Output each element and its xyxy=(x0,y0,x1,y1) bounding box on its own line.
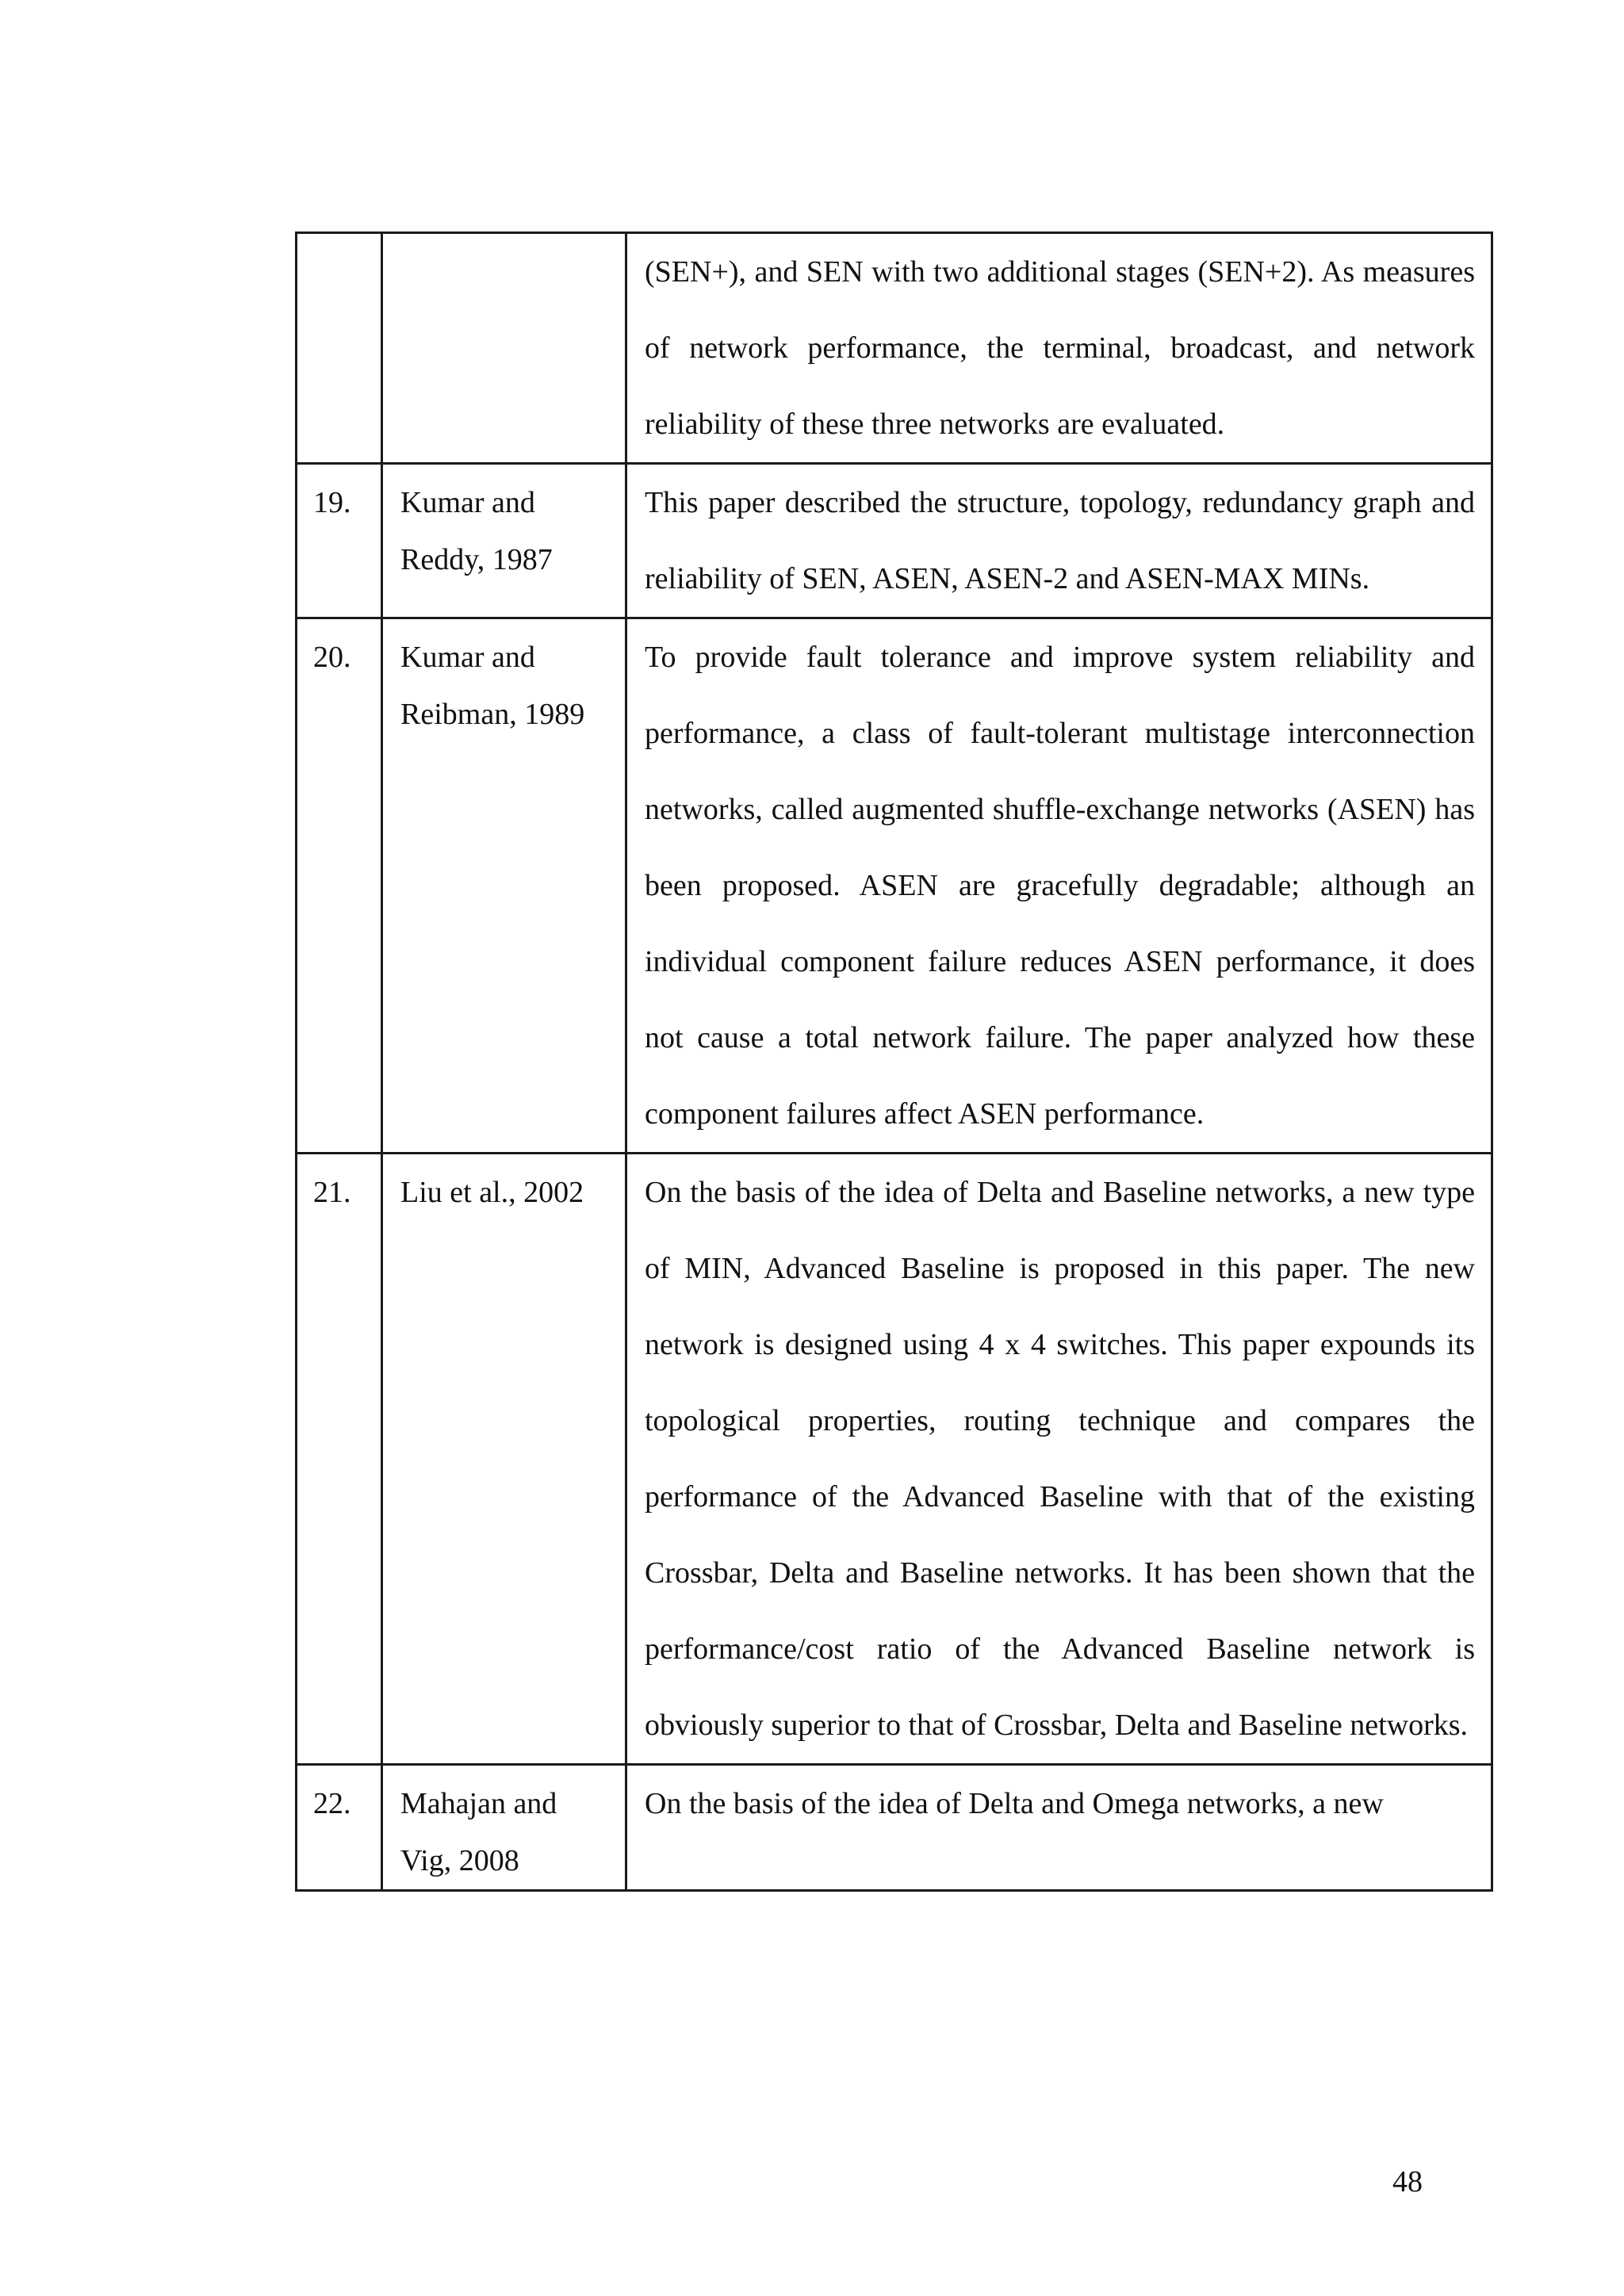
table-row xyxy=(297,464,1492,618)
row-author xyxy=(382,618,626,1154)
literature-review-table xyxy=(295,232,1493,1892)
row-number xyxy=(297,233,382,464)
table-row xyxy=(297,1765,1492,1891)
author-line: Kumar and xyxy=(400,486,535,519)
author-line: Mahajan and xyxy=(400,1787,557,1820)
row-number: 22. xyxy=(297,1765,382,1891)
row-author xyxy=(382,233,626,464)
row-number: 20. xyxy=(297,618,382,1154)
row-author xyxy=(382,1154,626,1765)
row-description: This paper described the structure, topology, redundancy graph and reliability of SEN, ASEN, ASEN-2 and ASEN-MAX MINs. xyxy=(626,464,1492,618)
table-row xyxy=(297,618,1492,1154)
row-description: To provide fault tolerance and improve system reliability and performance, a class of fault-tolerant multistage interconnection networks, called augmented shuffle-exchange networks (ASEN) has been proposed. ASEN are gracefully degradable; although an individual component failure reduces ASEN performance, it does not cause a total network failure. The paper analyzed how these component failures affect ASEN performance. xyxy=(626,618,1492,1154)
author-line: Liu et al., 2002 xyxy=(400,1176,584,1209)
row-number: 19. xyxy=(297,464,382,618)
row-author xyxy=(382,1765,626,1891)
page-number: 48 xyxy=(1392,2165,1423,2198)
row-description: (SEN+), and SEN with two additional stages (SEN+2). As measures of network performance, the terminal, broadcast, and network reliability of these three networks are evaluated. xyxy=(626,233,1492,464)
table-row xyxy=(297,1154,1492,1765)
row-author xyxy=(382,464,626,618)
row-description: On the basis of the idea of Delta and Baseline networks, a new type of MIN, Advanced Baseline is proposed in this paper. The new network is designed using 4 x 4 switches. This paper expounds its topological properties, routing technique and compares the performance of the Advanced Baseline with that of the existing Crossbar, Delta and Baseline networks. It has been shown that the performance/cost ratio of the Advanced Baseline network is obviously superior to that of Crossbar, Delta and Baseline networks. xyxy=(626,1154,1492,1765)
table-row xyxy=(297,233,1492,464)
row-number: 21. xyxy=(297,1154,382,1765)
author-line: Kumar and xyxy=(400,641,535,674)
author-line: Reibman, 1989 xyxy=(400,698,585,731)
row-description: On the basis of the idea of Delta and Omega networks, a new xyxy=(626,1765,1492,1891)
author-line: Vig, 2008 xyxy=(400,1844,519,1877)
author-line: Reddy, 1987 xyxy=(400,543,553,576)
